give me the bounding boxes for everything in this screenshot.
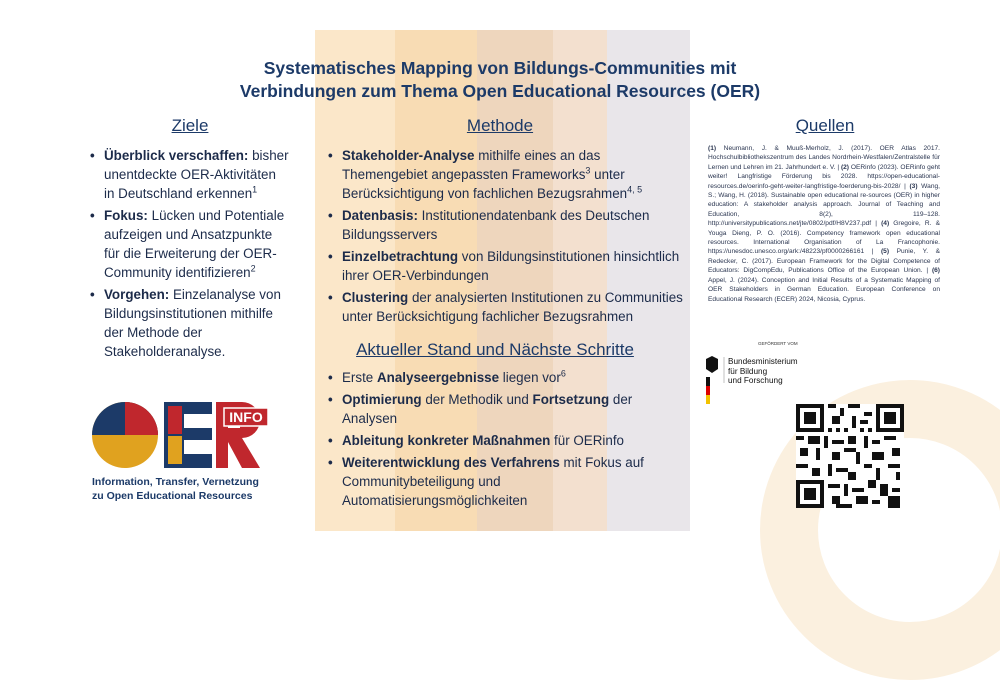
heading-aktueller-stand: Aktueller Stand und Nächste Schritte — [356, 340, 634, 359]
title-line-1: Systematisches Mapping von Bildungs-Communities mit — [263, 58, 737, 78]
list-item: • Weiterentwicklung des Verfahrens mit Fokus auf Communitybeteiligung und Automatisierungsmöglichkeiten — [328, 453, 683, 510]
heading-quellen: Quellen — [795, 116, 855, 135]
qr-code[interactable] — [796, 404, 904, 508]
references-block: (1) Neumann, J. & Muuß-Merholz, J. (2017). OER Atlas 2017. Hochschulbibliothekszentrum des Landes Nordrhein-Westfalen/Zentralstelle für Lernen und Lehren im 21. Jahrhundert e. V. | (2) OERinfo (2023). OERinfo geht weiter! Langfristige Förderung bis 2028. https://open-educational-resources.de/oerinfo-geht-weiter-langfristige-foerderung-bis-2028/ | (3) Wang, S.; Wang, H. (2018). Sustainable open educational re-sources (OER) in higher education: A stakeholder analysis approach. Journal of Teaching and Education, 8(2), 119–128. http://universitypublications.net/jte/0802/pdf/H8V237.pdf | (4) Gregoire, R. & Youga Dieng, P. O. (2016). Competency framework open educational resources. International Organisation of La Francophonie. https://unesdoc.unesco.org/ark:/48223/pf0000266161 | (5) Punie, Y. & Redecker, C. (2017). European Framework for the Digital Competence of Educators: DigCompEdu, Publications Office of the European Union. | (6) Appel, J. (2024). Conception and Initial Results of a Systematic Mapping of OER Stakeholders in German Education. European Conference on Educational Research (ECER) 2024, Nicosia, Cyprus. — [708, 145, 941, 303]
list-item: • Stakeholder-Analyse mithilfe eines an das Themengebiet angepassten Frameworks$^3$ unter Berücksichtigung von fachlichen Bezugsrahmen$^{4, 5}$ — [328, 146, 683, 203]
list-item: • Clustering der analysierten Institutionen zu Communities unter Berücksichtigung fachlicher Bezugsrahmen — [328, 288, 683, 326]
poster-title — [180, 57, 820, 103]
list-item: • Ableitung konkreter Maßnahmen für OERinfo — [328, 431, 683, 450]
stand-list — [328, 368, 683, 513]
heading-ziele: Ziele — [171, 116, 209, 135]
logo-info-text: INFO — [229, 409, 263, 425]
list-item: • Datenbasis: Institutionendatenbank des Deutschen Bildungsservers — [328, 206, 683, 244]
list-item: • Erste Analyseergebnisse liegen vor$^6$ — [328, 368, 683, 387]
ziele-list — [90, 146, 290, 364]
logo-subtitle: Information, Transfer, Vernetzung zu Open Educational Resources — [92, 476, 259, 502]
list-item: • Fokus: Lücken und Potentiale aufzeigen und Ansatzpunkte für die Erweiterung der OER-Community identifizieren$^2$ — [90, 206, 290, 282]
bmbf-text: Bundesministerium für Bildung und Forschung — [728, 357, 798, 385]
heading-methode: Methode — [466, 116, 534, 135]
sponsor-label: GEFÖRDERT VOM — [758, 341, 798, 346]
list-item: • Vorgehen: Einzelanalyse von Bildungsinstitutionen mithilfe der Methode der Stakeholderanalyse. — [90, 285, 290, 361]
oerinfo-logo — [92, 400, 272, 470]
logo-o-quarter — [125, 402, 158, 435]
list-item: • Überblick verschaffen: bisher unentdeckte OER-Aktivitäten in Deutschland erkennen$^1$ — [90, 146, 290, 203]
list-item: • Einzelbetrachtung von Bildungsinstitutionen hinsichtlich ihrer OER-Verbindungen — [328, 247, 683, 285]
title-line-2: Verbindungen zum Thema Open Educational Resources (OER) — [239, 81, 761, 101]
eagle-icon — [706, 356, 718, 373]
methode-list — [328, 146, 683, 329]
list-item: • Optimierung der Methodik und Fortsetzung der Analysen — [328, 390, 683, 428]
